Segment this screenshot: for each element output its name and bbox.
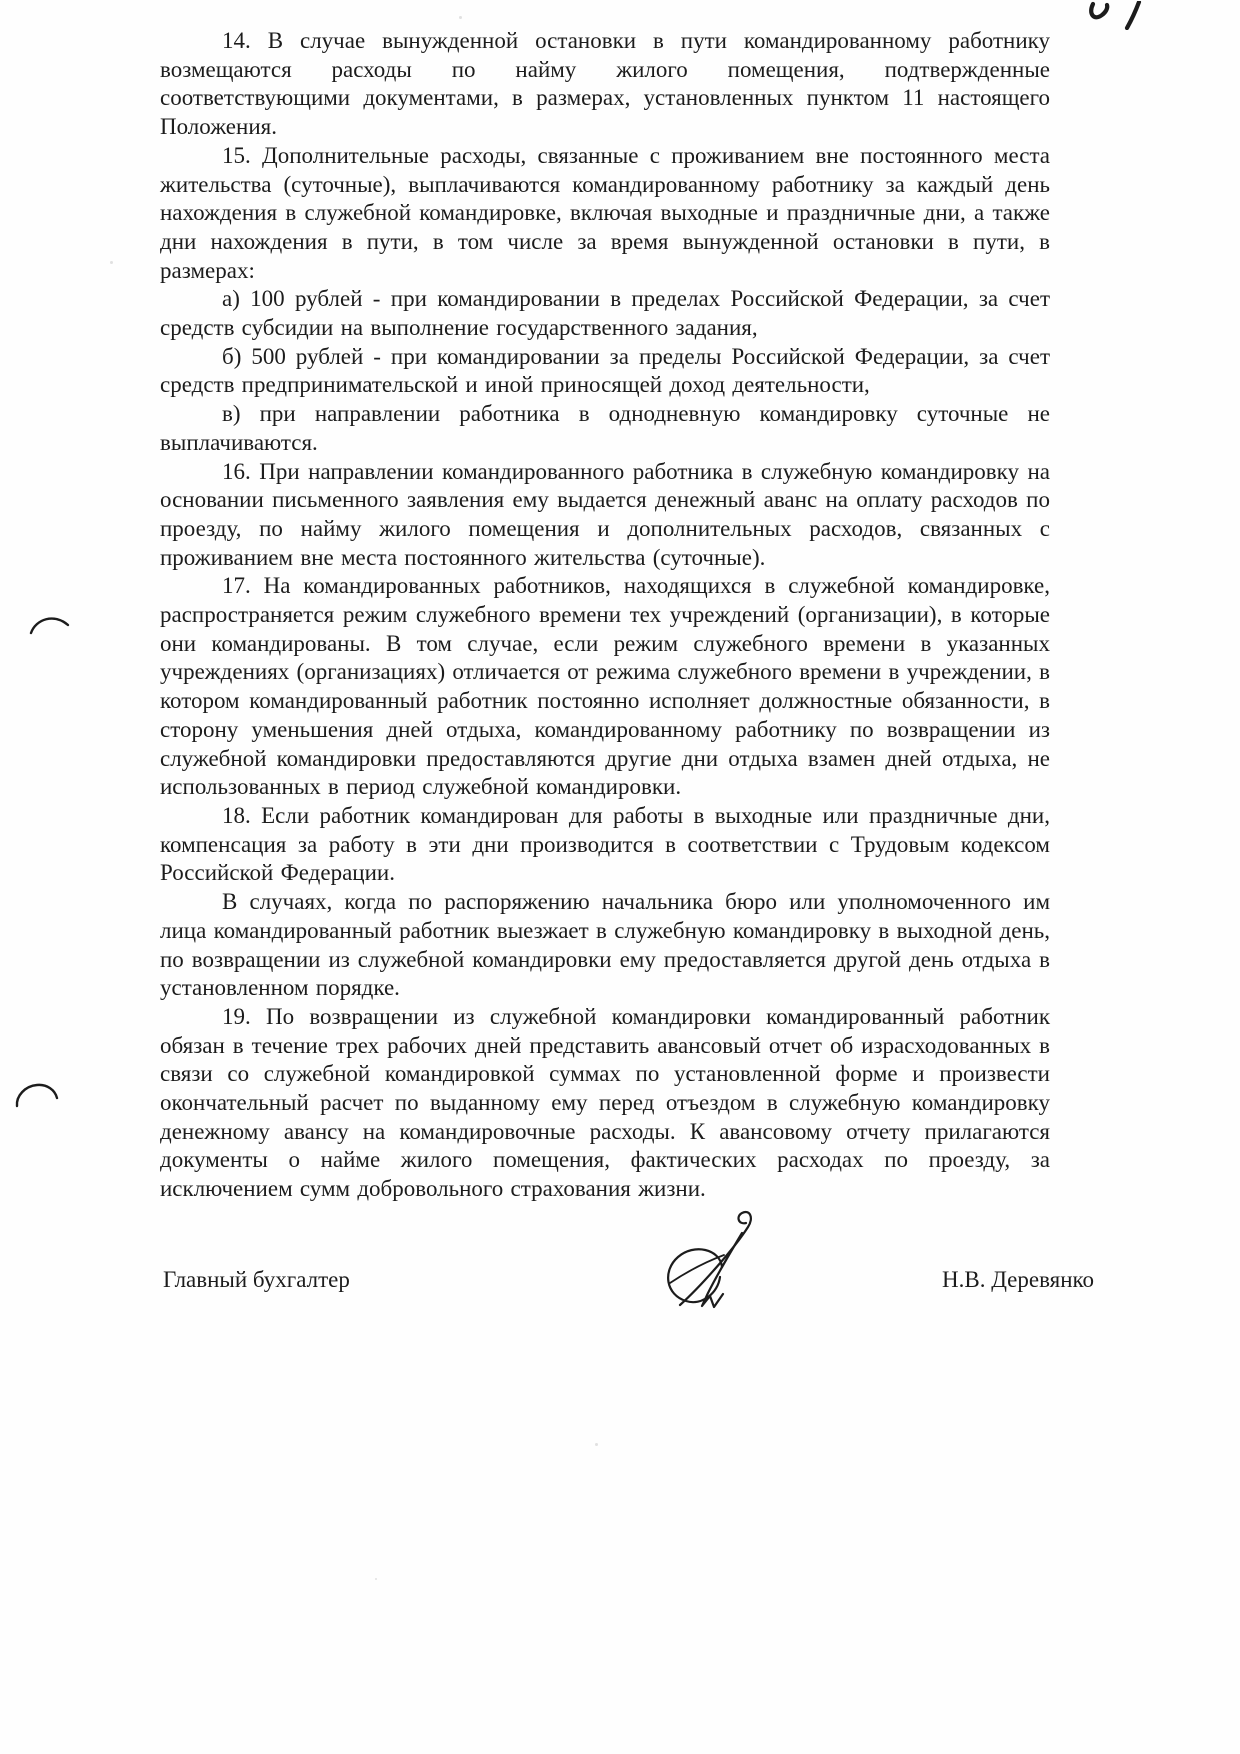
signer-role-label: Главный бухгалтер bbox=[163, 1267, 350, 1292]
paragraph-18: 18. Если работник командирован для работы в выходные или праздничные дни, компенсация за работу в эти дни производится в соответствии с Трудовым кодексом Российской Федерации. bbox=[160, 802, 1050, 886]
scan-noise-speck bbox=[459, 16, 462, 19]
paragraph-16: 16. При направлении командированного работника в служебную командировку на основании письменного заявления ему выдается денежный аванс на оплату расходов по проезду, по найму жилого помещения и дополнительных расходов, связанных с проживанием вне места постоянного жительства (суточные). bbox=[160, 458, 1050, 570]
paragraph-15: 15. Дополнительные расходы, связанные с проживанием вне постоянного места жительства (суточные), выплачиваются командированному работнику за каждый день нахождения в служебной командировке, включая выходные и праздничные дни, а также дни нахождения в пути, в том числе за время вынужденной остановки в пути, в размерах: bbox=[160, 142, 1050, 283]
signature-icon bbox=[650, 1205, 780, 1317]
scan-noise-speck bbox=[595, 1443, 598, 1446]
list-item-v: в) при направлении работника в однодневную командировку суточные не выплачиваются. bbox=[160, 401, 1050, 455]
list-item-b: б) 500 рублей - при командировании за пределы Российской Федерации, за счет средств предпринимательской и иной приносящей доход деятельности, bbox=[160, 343, 1050, 398]
signer-name: Н.В. Деревянко bbox=[942, 1267, 1095, 1292]
pen-arc-mark-upper-icon bbox=[28, 611, 76, 639]
list-item-a: а) 100 рублей - при командировании в пределах Российской Федерации, за счет средств субсидии на выполнение государственного задания, bbox=[160, 286, 1050, 341]
pen-arc-mark-lower-icon bbox=[13, 1080, 63, 1112]
paragraph-19: 19. По возвращении из служебной командировки командированный работник обязан в течение трех рабочих дней представить авансовый отчет об израсходованных в связи со служебной командировкой суммах по установленной форме и произвести окончательный расчет по выданному ему перед отъездом в служебную командировку денежному авансу на командировочные расходы. К авансовому отчету прилагаются документы о найме жилого помещения, фактических расходах по проезду, за исключением сумм добровольного страхования жизни. bbox=[160, 1003, 1050, 1202]
document-body bbox=[160, 27, 1050, 1204]
paragraph-14: 14. В случае вынужденной остановки в пути командированному работнику возмещаются расходы по найму жилого помещения, подтвержденные соответствующими документами, в размерах, установленных пунктом 11 настоящего Положения. bbox=[160, 28, 1050, 140]
handwritten-page-number-mark bbox=[1086, 1, 1152, 30]
scan-noise-speck bbox=[375, 1578, 377, 1580]
paragraph-17: 17. На командированных работников, находящихся в служебной командировке, распространяется режим служебного времени тех учреждений (организации), в которые они командированы. В том случае, если режим служебного времени в указанных учреждениях (организациях) отличается от режима служебного времени в учреждении, в котором командированный работник постоянно исполняет должностные обязанности, в сторону уменьшения дней отдыха, командированному работнику по возвращении из служебной командировки предоставляются другие дни отдыха взамен дней отдыха, не использованных в период служебной командировки. bbox=[160, 573, 1050, 800]
paragraph-18-continued: В случаях, когда по распоряжению начальника бюро или уполномоченного им лица командированный работник выезжает в служебную командировку в выходной день, по возвращении из служебной командировки ему предоставляется другой день отдыха в установленном порядке. bbox=[160, 889, 1050, 1001]
signature-block bbox=[0, 1205, 1240, 1320]
scan-noise-speck bbox=[110, 261, 113, 264]
